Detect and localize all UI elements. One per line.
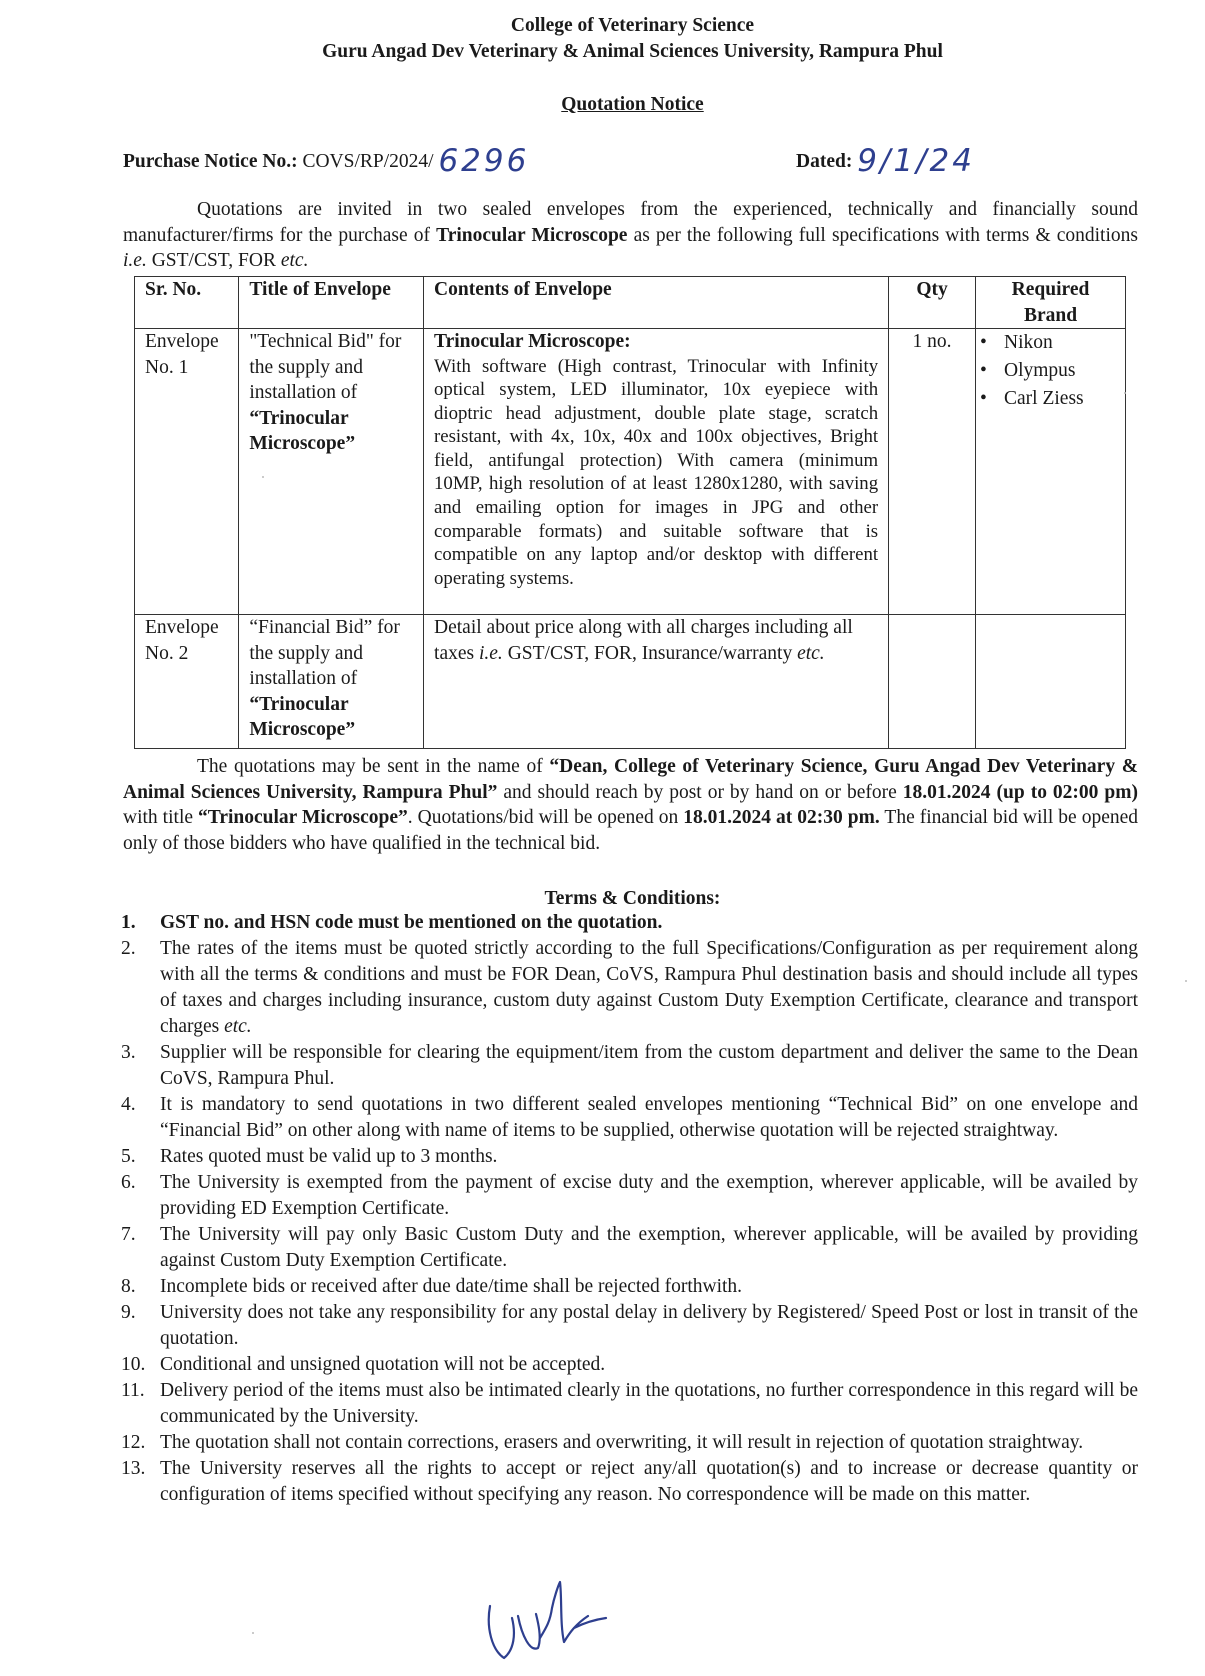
envelope-1-title-text: "Technical Bid" for the supply and installation of [249,331,402,403]
header-required-brand: Required Brand [976,277,1126,329]
purchase-notice-prefix: COVS/RP/2024/ [302,151,434,172]
purchase-notice-label: Purchase Notice No.: [123,151,298,172]
envelope-1-title-bold: “Trinocular Microscope” [249,407,356,454]
handwritten-notice-number: 6296 [438,143,530,179]
envelope-2-contents-text: GST/CST, FOR, Insurance/warranty [502,642,798,664]
term-item [121,936,1138,1040]
term-text: It is mandatory to send quotations in two different sealed envelopes mentioning “Technical Bid” on one envelope and “Financial Bid” on other along with name of items to be supplied, otherwise quotation will be rejected straightway. [160,1094,1138,1141]
intro-ie: i.e. [123,250,147,271]
term-text: GST no. and HSN code must be mentioned on the quotation. [160,912,663,933]
intro-text: Quotations are invited in two sealed envelopes from the experienced, technically and financially sound manufacturer/firms for the purchase of [123,199,1138,246]
para-text: The financial bid will be opened only of those bidders who have qualified in the technical bid. [123,807,1138,854]
para-bold: “Trinocular Microscope” [198,807,408,828]
term-text: The University is exempted from the payment of excise duty and the exemption, wherever applicable, will be availed by providing ED Exemption Certificate. [160,1172,1138,1219]
term-number: 8. [121,1276,136,1297]
envelope-1-contents-heading: Trinocular Microscope: [434,331,631,352]
term-text: The quotation shall not contain corrections, erasers and overwriting, it will result in rejection of quotation straightway. [160,1432,1084,1453]
term-number: 2. [121,938,136,959]
terms-list [121,910,1138,1508]
brand-item: • Olympus [978,357,1115,385]
envelope-2-contents-etc: etc. [797,642,825,664]
envelope-1-title [239,329,424,615]
term-item [121,1144,1138,1170]
envelope-1-contents-text: With software (High contrast, Trinocular with Infinity optical system, LED illuminator, 10x eyepiece with dioptric head adjustment, double plate stage, scratch resistant, with 4x, 10x, 40x and 100x objectives, Bright field, antifungal protection) With camera (minimum 10MP, high resolution of at least 1280x1280, with saving and emailing option for images in JPG and other comparable formats) and suitable software that is compatible on any laptop and/or desktop with different operating systems. [434,355,879,589]
handwritten-date: 9/1/24 [857,143,975,179]
intro-paragraph [123,197,1138,274]
scan-speck [252,1632,254,1634]
notice-title: Quotation Notice [561,94,704,115]
para-text: with title [123,807,199,828]
para-bold: 18.01.2024 (up to 02:00 pm) [902,781,1138,803]
term-item [121,1170,1138,1222]
handwritten-signature [478,1578,628,1668]
term-item [121,1300,1138,1352]
term-number: 1. [121,912,136,933]
table-header-row [135,277,1126,329]
para-text: The quotations may be sent in the name of [197,756,550,777]
header-title-of-envelope: Title of Envelope [239,277,424,329]
intro-text: as per the following full specifications with terms & conditions [627,224,1138,246]
submission-paragraph [123,754,1138,856]
term-text: Delivery period of the items must also be intimated clearly in the quotations, no further correspondence in this regard will be communicated by the University. [160,1380,1138,1427]
para-bold: 18.01.2024 at 02:30 pm. [683,807,880,828]
table-row [135,615,1126,749]
reference-row [123,145,1143,185]
term-item [121,910,1138,936]
envelope-2-title-text: “Financial Bid” for the supply and installation of [249,617,400,689]
table-row [135,329,1126,615]
notice-date [796,143,975,179]
term-italic: etc. [224,1016,252,1037]
term-item [121,1352,1138,1378]
intro-item: Trinocular Microscope [436,224,628,246]
term-item [121,1274,1138,1300]
terms-title: Terms & Conditions: [544,888,721,909]
term-item [121,1092,1138,1144]
envelope-2-title-bold: “Trinocular Microscope” [249,693,356,740]
brand-list [978,329,1115,413]
term-number: 3. [121,1042,136,1063]
envelope-2-contents-ie: i.e. [478,642,503,664]
brand-item: • Carl Ziess [978,385,1115,413]
university-name: Guru Angad Dev Veterinary & Animal Sciences University, Rampura Phul [322,41,943,62]
envelope-1-contents [424,329,889,615]
term-number: 11. [121,1380,145,1401]
brand-item: • Nikon [978,329,1115,357]
term-item [121,1430,1138,1456]
intro-text: GST/CST, FOR [146,250,281,271]
para-text: and should reach by post or by hand on or before [497,781,903,803]
term-text: The University reserves all the rights to accept or reject any/all quotation(s) and to increase or decrease quantity or configuration of items specified without specifying any reason. No correspondence will be made on this matter. [160,1458,1138,1505]
para-bold: “Dean, College of Veterinary Science, Guru Angad Dev Veterinary & Animal Sciences University, Rampura Phul” [123,756,1138,803]
term-number: 12. [121,1432,146,1453]
term-item [121,1222,1138,1274]
dated-label: Dated: [796,151,853,172]
term-number: 7. [121,1224,136,1245]
term-text: Rates quoted must be valid up to 3 months. [160,1146,498,1167]
scan-speck [262,476,264,478]
intro-etc: etc. [280,250,309,271]
term-number: 6. [121,1172,136,1193]
term-item [121,1040,1138,1092]
signature-mark [478,1578,628,1668]
scan-speck [1185,980,1187,982]
envelope-2-contents [424,615,889,749]
envelope-2-qty [889,615,976,749]
term-number: 10. [121,1354,146,1375]
term-text: The rates of the items must be quoted strictly according to the full Specifications/Configuration as per requirement along with all the terms & conditions and must be FOR Dean, CoVS, Rampura Phul destination basis and should include all types of taxes and charges including insurance, custom duty against Custom Duty Exemption Certificate, clearance and transport charges [160,938,1138,1037]
term-number: 5. [121,1146,136,1167]
term-text: Supplier will be responsible for clearing the equipment/item from the custom department and deliver the same to the Dean CoVS, Rampura Phul. [160,1042,1138,1089]
term-item [121,1378,1138,1430]
envelope-1-qty: 1 no. [889,329,976,615]
term-text: Conditional and unsigned quotation will not be accepted. [160,1354,606,1375]
scan-speck [1124,392,1126,394]
envelope-2-contents-text: Detail about price along with all charges including all taxes [434,617,853,664]
header-qty: Qty [889,277,976,329]
term-number: 13. [121,1458,146,1479]
term-item [121,1456,1138,1508]
para-text: . Quotations/bid will be opened on [407,807,684,828]
purchase-notice-number [123,143,530,179]
term-number: 4. [121,1094,136,1115]
header-sr-no: Sr. No. [135,277,239,329]
envelope-1-brands [976,329,1126,615]
term-text: The University will pay only Basic Custom Duty and the exemption, wherever applicable, will be availed by providing against Custom Duty Exemption Certificate. [160,1224,1138,1271]
term-text: University does not take any responsibility for any postal delay in delivery by Registered/ Speed Post or lost in transit of the quotation. [160,1302,1138,1349]
envelope-2-brands [976,615,1126,749]
envelope-2-title [239,615,424,749]
envelope-1-sr: Envelope No. 1 [135,329,239,615]
college-name: College of Veterinary Science [510,15,755,36]
header-contents: Contents of Envelope [424,277,889,329]
envelope-table [134,276,1126,749]
envelope-2-sr: Envelope No. 2 [135,615,239,749]
term-number: 9. [121,1302,136,1323]
term-text: Incomplete bids or received after due date/time shall be rejected forthwith. [160,1276,743,1297]
